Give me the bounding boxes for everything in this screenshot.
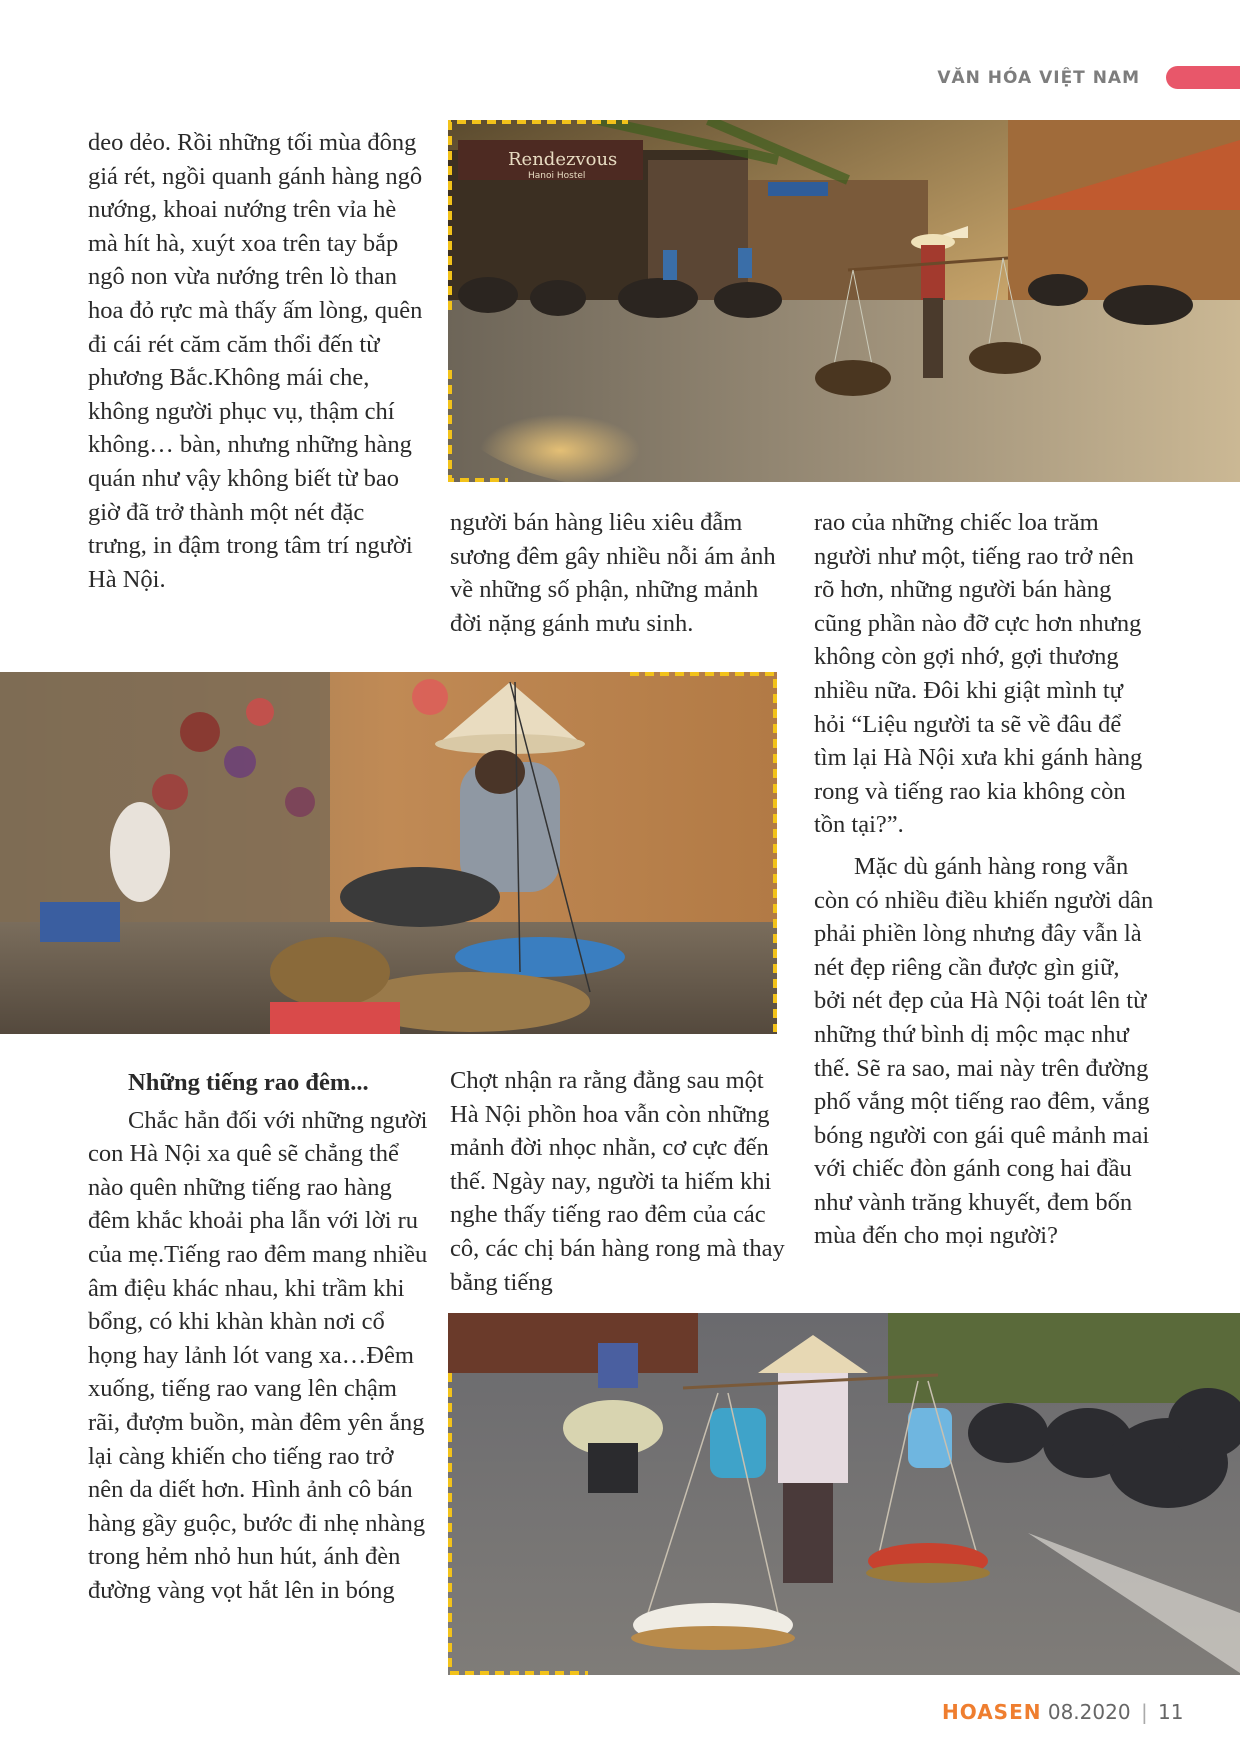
section-label: VĂN HÓA VIỆT NAM [937, 68, 1140, 88]
paragraph: rao của những chiếc loa trăm người như một, tiếng rao trở nên rõ hơn, những người bán hàng cũng phần nào đỡ cực hơn nhưng không còn gợi nhớ, gợi thương nhiều nữa. Đôi khi giật mình tự hỏi “Liệu người ta sẽ về đâu để tìm lại Hà Nội xưa khi gánh hàng rong và tiếng rao kia không còn tồn tại?”. [814, 509, 1143, 839]
article-column-1-top [88, 126, 428, 596]
paragraph: Mặc dù gánh hàng rong vẫn còn có nhiều điều khiến người dân phải phiền lòng nhưng đây vẫn là nét đẹp riêng cần được gìn giữ, bởi nét đẹp của Hà Nội toát lên từ những thứ bình dị mộc mạc như thế. Sẽ ra sao, mai này trên đường phố vắng một tiếng rao đêm, vắng bóng người con gái quê mảnh mai với chiếc đòn gánh cong hai đầu như vành trăng khuyết, đem bốn mùa đến cho mọi người? [814, 852, 1154, 1250]
hostel-sign-sub: Hanoi Hostel [528, 171, 586, 181]
footer-separator: | [1140, 1700, 1148, 1724]
article-column-1-bottom [88, 1066, 433, 1608]
magazine-brand: HOASEN [942, 1700, 1042, 1724]
issue-date: 08.2020 [1047, 1700, 1131, 1724]
photo-street-vendor-old-quarter [448, 120, 1240, 482]
photo-vendor-conical-hat [0, 672, 777, 1034]
article-column-3 [814, 506, 1154, 1253]
paragraph: Chợt nhận ra rằng đằng sau một Hà Nội phồn hoa vẫn còn những mảnh đời nhọc nhằn, cơ cực đến thế. Ngày nay, người ta hiếm khi nghe thấy tiếng rao đêm của các cô, các chị bán hàng rong mà thay bằng tiếng [450, 1067, 785, 1296]
article-column-2-top [450, 506, 795, 640]
article-column-2-bottom [450, 1064, 795, 1299]
subheading: Những tiếng rao đêm... [128, 1069, 369, 1096]
paragraph: deo dẻo. Rồi những tối mùa đông giá rét, ngồi quanh gánh hàng ngô nướng, khoai nướng trên vỉa hè mà hít hà, xuýt xoa trên tay bắp ngô non vừa nướng trên lò than hoa đỏ rực mà thấy ấm lòng, quên đi cái rét căm căm thổi đến từ phương Bắc.Không mái che, không người phục vụ, thậm chí không… bàn, nhưng những hàng quán như vậy không biết từ bao giờ đã trở thành một nét đặc trưng, in đậm trong tâm trí người Hà Nội. [88, 129, 423, 593]
hostel-sign: Rendezvous [508, 149, 618, 170]
photo-vendor-carrying-baskets [448, 1313, 1240, 1675]
paragraph: Chắc hẳn đối với những người con Hà Nội xa quê sẽ chẳng thể nào quên những tiếng rao hàng đêm khắc khoải pha lẫn với lời ru của mẹ.Tiếng rao đêm mang nhiều âm điệu khác nhau, khi trầm khi bổng, có khi khàn khàn nơi cổ họng hay lảnh lót vang xa…Đêm xuống, tiếng rao vang lên chậm rãi, đượm buồn, màn đêm yên ắng lại càng khiến cho tiếng rao trở nên da diết hơn. Hình ảnh cô bán hàng gầy guộc, bước đi nhẹ nhàng trong hẻm nhỏ hun hút, ánh đèn đường vàng vọt hắt lên in bóng [88, 1106, 428, 1604]
paragraph: người bán hàng liêu xiêu đẫm sương đêm gây nhiều nỗi ám ảnh về những số phận, những mảnh đời nặng gánh mưu sinh. [450, 509, 776, 637]
page-footer [942, 1700, 1184, 1724]
page-number: 11 [1158, 1700, 1184, 1724]
section-accent-bar [1166, 66, 1240, 89]
